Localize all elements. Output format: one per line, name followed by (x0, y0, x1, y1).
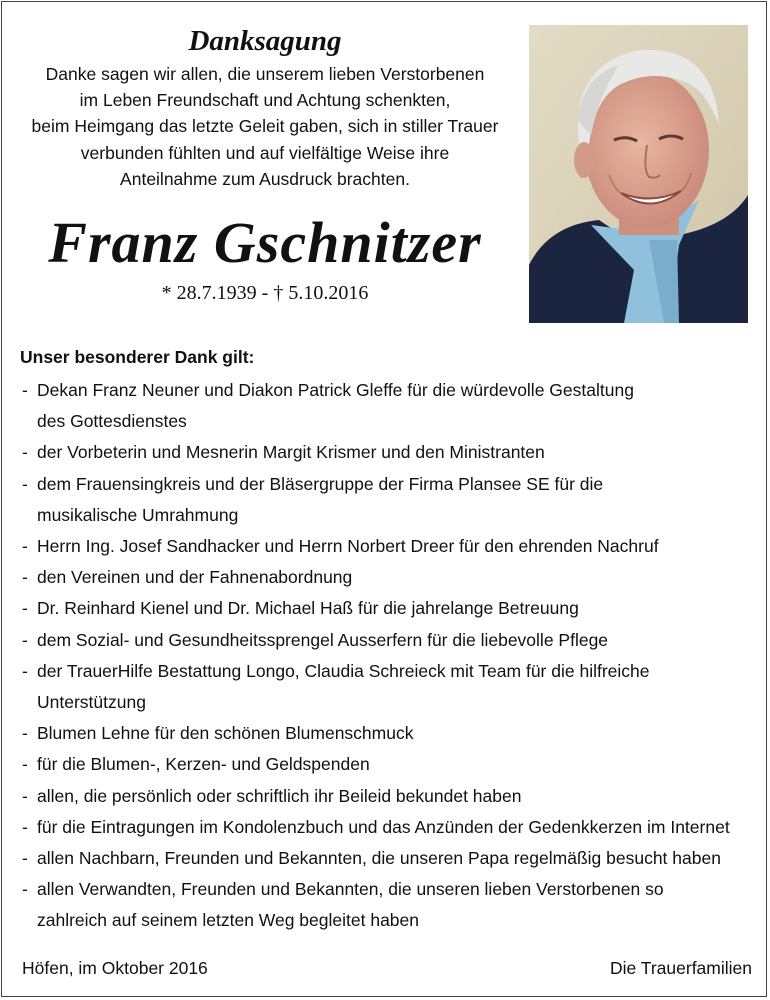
thanks-list-item (20, 375, 755, 437)
thanks-list-item (20, 718, 755, 749)
thanks-item-line: dem Frauensingkreis und der Bläsergruppe der Firma Plansee SE für die (37, 473, 604, 494)
thanks-item-line: für die Eintragungen im Kondolenzbuch und das Anzünden der Gedenkkerzen im Internet (37, 816, 730, 837)
signature: Die Trauerfamilien (610, 958, 752, 978)
bullet-dash: - (22, 536, 28, 557)
intro-line: beim Heimgang das letzte Geleit gaben, sich in stiller Trauer (31, 116, 499, 137)
portrait-photo (529, 25, 748, 323)
thanks-item-line: den Vereinen und der Fahnenabordnung (37, 567, 353, 588)
intro-line: verbunden fühlten und auf vielfältige Weise ihre (80, 142, 450, 163)
thanks-list-item (20, 843, 755, 874)
thanks-item-line: Dekan Franz Neuner und Diakon Patrick Gleffe für die würdevolle Gestaltung (37, 380, 634, 400)
thanks-item-line: dem Sozial- und Gesundheitssprengel Ausserfern für die liebevolle Pflege (37, 629, 609, 650)
thanks-item-line: der Vorbeterin und Mesnerin Margit Krismer und den Ministranten (37, 442, 545, 463)
thanks-item-line: Blumen Lehne für den schönen Blumenschmuck (37, 723, 414, 744)
bullet-dash: - (22, 473, 28, 494)
thanks-list-item (20, 625, 755, 656)
bullet-dash: - (22, 879, 28, 900)
bullet-dash: - (22, 660, 28, 681)
bullet-dash: - (22, 380, 28, 400)
life-dates: * 28.7.1939 - † 5.10.2016 (161, 282, 369, 305)
page-title: Danksagung (188, 25, 342, 57)
thanks-list-item (20, 469, 755, 531)
thanks-list-item (20, 437, 755, 468)
bullet-dash: - (22, 598, 28, 619)
bullet-dash: - (22, 785, 28, 806)
thanks-item-line: allen, die persönlich oder schriftlich ihr Beileid bekundet haben (37, 785, 522, 806)
bullet-dash: - (22, 629, 28, 650)
thanks-item-line: Dr. Reinhard Kienel und Dr. Michael Haß für die jahrelange Betreuung (37, 598, 579, 619)
thanks-section (20, 344, 755, 937)
thanks-item-line: musikalische Umrahmung (37, 504, 239, 525)
bullet-dash: - (22, 816, 28, 837)
portrait-illustration (529, 25, 748, 323)
thanks-item-line: Herrn Ing. Josef Sandhacker und Herrn Norbert Dreer für den ehrenden Nachruf (37, 536, 659, 557)
thanks-heading: Unser besonderer Dank gilt: (20, 347, 255, 367)
header (20, 24, 510, 306)
thanks-item-line: des Gottesdienstes (37, 411, 187, 432)
thanks-list-item (20, 781, 755, 812)
intro-line: Anteilnahme zum Ausdruck brachten. (120, 168, 410, 189)
thanks-list-item (20, 562, 755, 593)
bullet-dash: - (22, 754, 28, 775)
deceased-name: Franz Gschnitzer (48, 210, 482, 276)
place-date: Höfen, im Oktober 2016 (22, 958, 208, 978)
thanks-item-line: Unterstützung (37, 692, 146, 713)
intro-text (20, 61, 510, 192)
thanks-list-item (20, 593, 755, 624)
bullet-dash: - (22, 848, 28, 869)
thanks-list-item (20, 531, 755, 562)
thanks-list-item (20, 656, 755, 718)
thanks-item-line: für die Blumen-, Kerzen- und Geldspenden (37, 754, 370, 775)
bullet-dash: - (22, 442, 28, 463)
thanks-list-item (20, 874, 755, 936)
bullet-dash: - (22, 567, 28, 588)
thanks-item-line: allen Nachbarn, Freunden und Bekannten, die unseren Papa regelmäßig besucht haben (37, 848, 721, 869)
thanks-list (20, 375, 755, 937)
thanks-item-line: der TrauerHilfe Bestattung Longo, Claudia Schreieck mit Team für die hilfreiche (37, 660, 650, 681)
thanks-list-item (20, 749, 755, 780)
thanks-list-item (20, 812, 755, 843)
bullet-dash: - (22, 723, 28, 744)
thanks-item-line: allen Verwandten, Freunden und Bekannten, die unseren lieben Verstorbenen so (37, 879, 664, 900)
intro-line: im Leben Freundschaft und Achtung schenkten, (79, 90, 451, 111)
thanks-item-line: zahlreich auf seinem letzten Weg begleitet haben (37, 910, 420, 931)
intro-line: Danke sagen wir allen, die unserem lieben Verstorbenen (45, 64, 485, 84)
